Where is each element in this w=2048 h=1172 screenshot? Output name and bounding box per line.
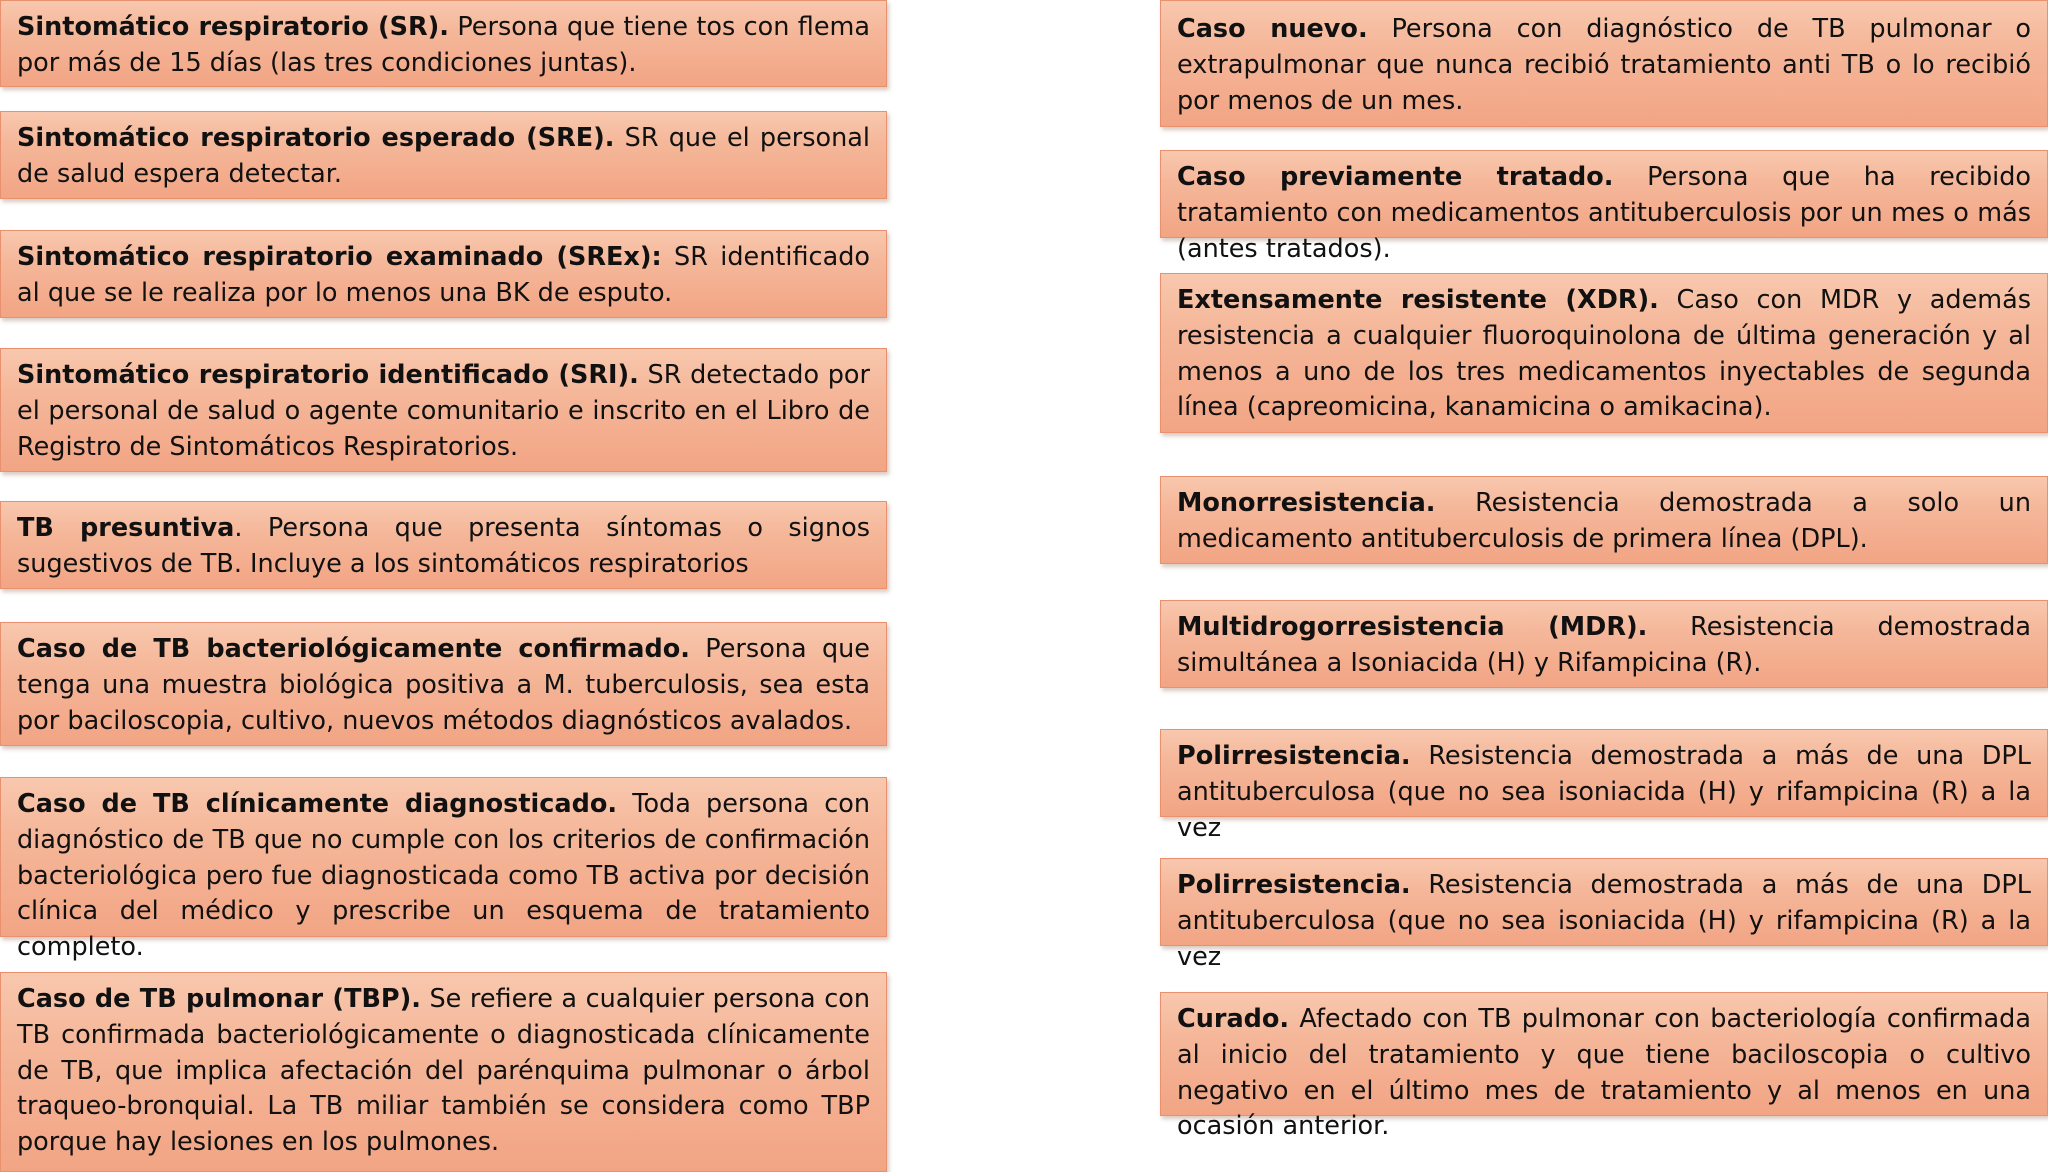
definition-term: Polirresistencia.: [1177, 870, 1411, 900]
definition-text: Resistencia demostrada a más de una DPL antituberculosa (que no sea isoniacida (H) y rifampicina (R) a la vez: [1177, 741, 2031, 843]
definition-term: Sintomático respiratorio esperado (SRE).: [17, 123, 615, 153]
definition-term: Sintomático respiratorio examinado (SREx):: [17, 242, 662, 272]
definition-term: Caso nuevo.: [1177, 14, 1368, 44]
definition-card-polirresistencia: [1160, 729, 2048, 843]
definition-card-sri: [0, 348, 887, 472]
definition-term: Polirresistencia.: [1177, 741, 1411, 771]
definition-card-mdr: [1160, 600, 2048, 688]
definition-card-sr: [0, 0, 887, 87]
definition-card-sre: [0, 111, 887, 199]
definition-card-srex: [0, 230, 887, 318]
definition-term: Monorresistencia.: [1177, 488, 1436, 518]
definition-text: Persona que tenga una muestra biológica positiva a M. tuberculosis, sea esta por baciloscopia, cultivo, nuevos métodos diagnósticos avalados.: [17, 634, 870, 736]
definition-term: TB presuntiva: [17, 513, 235, 543]
definition-term: Caso de TB clínicamente diagnosticado.: [17, 789, 618, 819]
definition-text: SR detectado por el personal de salud o agente comunitario e inscrito en el Libro de Registro de Sintomáticos Respiratorios.: [17, 360, 870, 462]
definition-text: Resistencia demostrada simultánea a Isoniacida (H) y Rifampicina (R).: [1177, 612, 2032, 678]
definition-card-polirresistencia-2: [1160, 858, 2048, 972]
definition-text: Caso con MDR y además resistencia a cualquier fluoroquinolona de última generación y al menos a uno de los tres medicamentos inyectables de segunda línea (capreomicina, kanamicina o amikacina).: [1177, 285, 2032, 423]
definition-text: Persona que tiene tos con flema por más de 15 días (las tres condiciones juntas).: [17, 12, 870, 78]
definition-text: SR que el personal de salud espera detectar.: [17, 123, 870, 189]
definition-card-monorresistencia: [1160, 476, 2048, 564]
definition-text: Persona que ha recibido tratamiento con medicamentos antituberculosis por un mes o más (antes tratados).: [1177, 162, 2032, 264]
definition-term: Sintomático respiratorio identificado (SRI).: [17, 360, 639, 390]
definition-card-previamente-tratado: [1160, 150, 2048, 264]
definition-text: Toda persona con diagnóstico de TB que no cumple con los criterios de confirmación bacteriológica pero fue diagnosticada como TB activa por decisión clínica del médico y prescribe un esquema de tratamiento completo.: [17, 789, 870, 963]
definition-card-tb-presuntiva: [0, 501, 887, 589]
definition-term: Curado.: [1177, 1004, 1290, 1034]
definition-term: Extensamente resistente (XDR).: [1177, 285, 1659, 315]
definition-term: Multidrogorresistencia (MDR).: [1177, 612, 1648, 642]
definition-term: Caso previamente tratado.: [1177, 162, 1614, 192]
definition-card-tb-bacteriologica: [0, 622, 887, 746]
definition-card-tbp: [0, 972, 887, 1172]
definition-card-xdr: [1160, 273, 2048, 433]
definition-text: . Persona que presenta síntomas o signos sugestivos de TB. Incluye a los sintomáticos respiratorios: [17, 513, 870, 579]
definition-card-caso-nuevo: [1160, 0, 2048, 127]
definition-text: Afectado con TB pulmonar con bacteriología confirmada al inicio del tratamiento y que tiene baciloscopia o cultivo negativo en el último mes de tratamiento y al menos en una ocasión anterior.: [1177, 1004, 2031, 1142]
definition-text: Persona con diagnóstico de TB pulmonar o extrapulmonar que nunca recibió tratamiento anti TB o lo recibió por menos de un mes.: [1177, 14, 2031, 116]
definition-term: Caso de TB bacteriológicamente confirmado.: [17, 634, 690, 664]
definition-text: SR identificado al que se le realiza por lo menos una BK de esputo.: [17, 242, 870, 308]
definition-term: Sintomático respiratorio (SR).: [17, 12, 449, 42]
definition-card-tb-clinica: [0, 777, 887, 963]
definition-text: Resistencia demostrada a solo un medicamento antituberculosis de primera línea (DPL).: [1177, 488, 2031, 554]
definition-text: Resistencia demostrada a más de una DPL antituberculosa (que no sea isoniacida (H) y rifampicina (R) a la vez: [1177, 870, 2031, 972]
definition-text: Se refiere a cualquier persona con TB confirmada bacteriológicamente o diagnosticada clínicamente de TB, que implica afectación del parénquima pulmonar o árbol traqueo-bronquial. La TB miliar también se considera como TBP porque hay lesiones en los pulmones.: [17, 984, 870, 1158]
definition-term: Caso de TB pulmonar (TBP).: [17, 984, 421, 1014]
definition-card-curado: [1160, 992, 2048, 1142]
